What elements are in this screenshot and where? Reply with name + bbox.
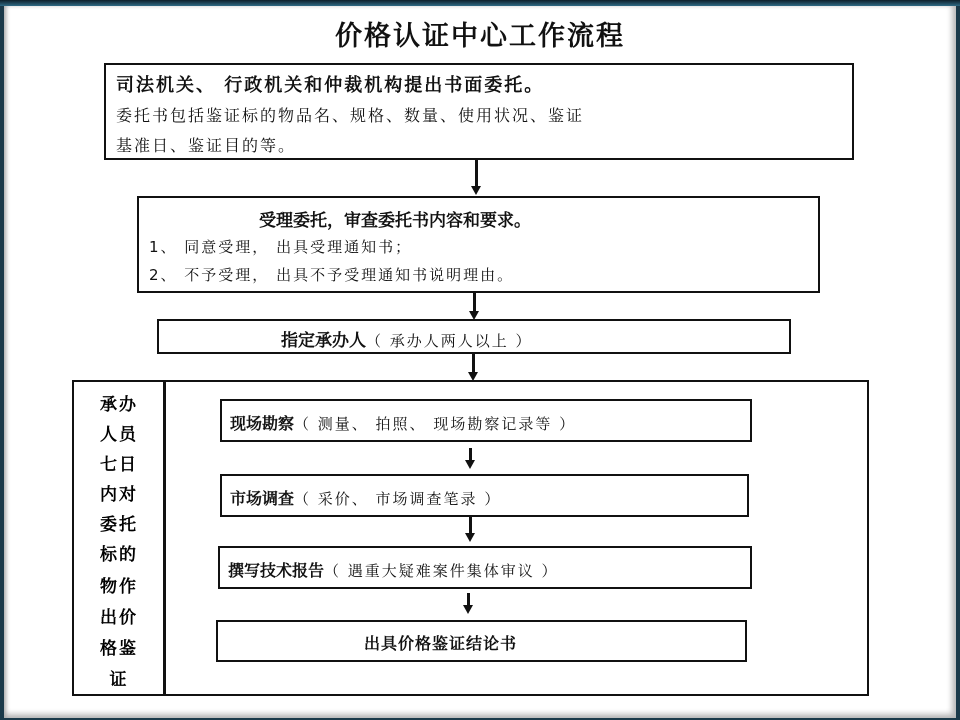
- step-entrustment-detail-2: 基准日、鉴证目的等。: [116, 136, 297, 155]
- substep-site-survey-title: 现场勘察: [230, 414, 295, 433]
- group-side-label-line: 证: [109, 670, 129, 690]
- step-acceptance: [137, 196, 820, 293]
- arrow-down-icon: [463, 605, 473, 614]
- step-entrustment: [104, 63, 854, 160]
- step-assign-handler-label: [281, 326, 533, 351]
- substep-technical-report-note: （ 遇重大疑难案件集体审议 ）: [324, 562, 559, 580]
- substep-site-survey-label: [230, 411, 576, 434]
- substep-conclusion-title: 出具价格鉴证结论书: [364, 634, 518, 653]
- substep-site-survey-note: （ 测量、 拍照、 现场勘察记录等 ）: [294, 415, 577, 433]
- group-side-label-line: 格鉴: [100, 639, 138, 659]
- step-assign-handler: [157, 319, 791, 354]
- step-assign-handler-title: 指定承办人: [281, 331, 366, 351]
- connector-line: [475, 160, 478, 188]
- connector-line: [473, 293, 476, 313]
- arrow-down-icon: [465, 460, 475, 469]
- step-acceptance-option-2: 2、 不予受理， 出具不予受理通知书说明理由。: [149, 266, 515, 284]
- page-title: 价格认证中心工作流程: [335, 21, 625, 52]
- group-side-label-line: 物作: [100, 577, 138, 597]
- step-acceptance-option-1: 1、 同意受理， 出具受理通知书；: [149, 238, 413, 256]
- group-side-label-line: 出价: [100, 608, 138, 628]
- substep-market-survey-title: 市场调查: [230, 489, 295, 508]
- group-divider: [163, 380, 166, 694]
- step-acceptance-heading: 受理委托，审查委托书内容和要求。: [259, 211, 531, 231]
- group-side-label-line: 承办: [100, 395, 138, 415]
- connector-line: [472, 354, 475, 374]
- step-entrustment-heading: 司法机关、 行政机关和仲裁机构提出书面委托。: [116, 75, 545, 96]
- group-side-label-line: 内对: [100, 485, 138, 505]
- substep-market-survey: [220, 474, 749, 517]
- substep-market-survey-note: （ 采价、 市场调查笔录 ）: [294, 490, 502, 508]
- substep-site-survey: [220, 399, 752, 442]
- group-side-label-line: 人员: [100, 425, 138, 445]
- substep-conclusion: [216, 620, 747, 662]
- substep-technical-report-title: 撰写技术报告: [228, 561, 325, 580]
- substep-technical-report-label: [228, 558, 559, 581]
- substep-technical-report: [218, 546, 752, 589]
- step-assign-handler-note: （ 承办人两人以上 ）: [366, 332, 533, 350]
- group-side-label-line: 七日: [100, 455, 138, 475]
- substep-market-survey-label: [230, 486, 501, 509]
- group-side-label-line: 委托: [100, 515, 138, 535]
- group-side-label-line: 标的: [100, 545, 138, 565]
- arrow-down-icon: [471, 186, 481, 195]
- step-entrustment-detail-1: 委托书包括鉴证标的物品名、规格、数量、使用状况、鉴证: [116, 106, 585, 125]
- arrow-down-icon: [465, 533, 475, 542]
